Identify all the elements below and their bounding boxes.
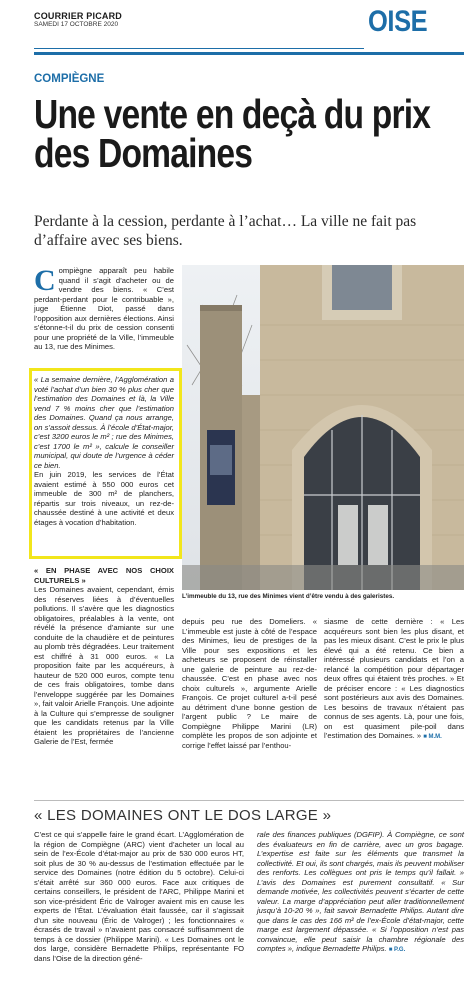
photo-caption: L’immeuble du 13, rue des Minimes vient d’être vendu à des galeristes. — [182, 593, 395, 600]
section-title: OISE — [368, 5, 428, 38]
section-intertitle: « EN PHASE AVEC NOS CHOIX CULTURELS » — [34, 566, 174, 585]
article-lead — [34, 266, 174, 352]
lead-paragraph: ompiègne apparaît peu habile quand il s’agit d’acheter ou de vendre des biens. « C’est perdant-perdant pour le contribuable », juge Étienne Diot, passé dans l’opposition aux dernières élections. Ainsi s’étonne-t-il du prix de cession consenti pour une propriété de la Ville, l’immeuble au 13, rue des Minimes. — [34, 266, 174, 351]
building-photo-illustration — [182, 265, 464, 590]
article-column-2: depuis peu rue des Domeliers. « L’immeuble est juste à côté de l’espace des Minimes, lieu de prestiges de la Ville pour ses expositions et les acheteurs se proposent de réinstaller une galerie de peinture au rez-de-chaussée. C’est en phase avec nos choix culturels », argumente Arielle François. Ce projet culturel a-t-il pesé au détriment d’une bonne gestion de l’argent public ? Le maire de Compiègne Philippe Marini (LR) complète les propos de son adjointe et corrige l’effet laissé par l’enthou- — [182, 617, 317, 750]
article-kicker: COMPIÈGNE — [34, 73, 105, 85]
article-column-3 — [324, 617, 464, 743]
sidebar-column-2 — [257, 830, 464, 956]
issue-date: SAMEDI 17 OCTOBRE 2020 — [34, 21, 119, 28]
sidebar-title: « LES DOMAINES ONT LE DOS LARGE » — [34, 807, 332, 824]
masthead-thin-rule — [34, 48, 364, 49]
article-headline: Une vente en deçà du prix des Domaines — [34, 91, 431, 176]
column-1-text: Les Domaines avaient, cependant, émis des réserves liées à d’éventuelles pollutions. Il s’avère que les diagnostics obligatoires, préalables à la vente, ont révélé la présence d’amiante sur une conduite de la chaudière et de peintures au plomb très dégradées. Leur traitement est chiffré à 31 000 euros. « La proposition faite par les acquéreurs, à hauteur de 520 000 euros, compte tenu de ces frais obligatoires, tombe dans l’enveloppe suggérée par les Domaines », fait valoir Arielle François. Une adjointe à la Culture qui s’empresse de souligner que les candidats retenus par la Ville étaient les propriétaires de l’ancienne Galerie de l’Est, fermée — [34, 585, 174, 746]
highlight-text — [34, 375, 174, 527]
highlight-quote: « La semaine dernière, l’Agglomération a voté l’achat d’un bien 30 % plus cher que l’estimation des Domaines et là, la Ville vend 7 % moins cher que l’estimation des Domaines. Quand ça nous arrange, on s’assoit dessus. À l’école d’État-major, c’est 3200 euros le m² ; rue des Minimes, c’est 1700 le m² », calcule le conseiller municipal, qui doute de l’urgence à céder ce bien. — [34, 375, 174, 470]
sidebar-signature: ■ P.G. — [388, 947, 406, 953]
author-signature: ■ M.M. — [423, 734, 442, 740]
column-3-text: siasme de cette dernière : « Les acquéreurs sont bien les plus disant, et pas les mieux disant. C’est le prix le plus élevé qui a été retenu. Ce bien a intéressé plusieurs candidats et l’on a relancé la compétition pour départager deux offres qui étaient très proches. » Et de préciser encore : « Les diagnostics sont postérieurs aux avis des Domaines. Les besoins de travaux n’étaient pas connus de ses agents. Là, pour une fois, on est quasiment pile-poil dans l’estimation des Domaines. » — [324, 617, 464, 740]
newspaper-name: COURRIER PICARD — [34, 11, 123, 21]
sidebar-column-1: C’est ce qui s’appelle faire le grand écart. L’Agglomération de la région de Compiègne (ARC) vient d’acheter un local au sein de l’ex-École d’état-major au prix de 530 000 euros HT, soit plus de 30 % au-dessus de l’estimation effectuée par le service des Domaines (notre édition du 5 octobre). Celui-ci s’était arrêté sur 360 000 euros. Face aux critiques de certains conseillers, le président de l’ARC, Philippe Marini et son vice-président Éric de Valroger avaient mis en cause les experts de l’État. L’évaluation était faussée, car il s’agissait d’un site nouveau (Éric de Valroger) ; les fonctionnaires « écrasés de travail » n’avaient pas consacré suffisamment de temps à ce dossier (Philippe Marini). « Les Domaines ont le dos large, considère Bernadette Philips, représentante FO dans l’Oise de la direction géné- — [34, 830, 244, 963]
masthead-rule — [34, 52, 464, 55]
article-photo — [182, 265, 464, 590]
sidebar-column-2-text: rale des finances publiques (DGFIP). À Compiègne, ce sont des évaluateurs en fin de carrière, avec un gros bagage. L’expertise est faite sur les éléments que transmet la collectivité. Et oui, ils sont chargés, mais ils peuvent mobiliser des renforts. Les collègues ont pris le temps qu’il fallait. » L’avis des Domaines est purement consultatif. « Sur demande motivée, les collectivités peuvent s’écarter de cette valeur. La marge d’appréciation peut aller traditionnellement jusqu’à 10-20 % », fait savoir Bernadette Philips. Autant dire que dans le cas des 166 m² de l’ex-École d’état-major, cette marge est largement dépassée. « Si l’opposition n’est pas convaincue, elle peut saisir la chambre régionale des comptes », indique Bernadette Philips. — [257, 830, 464, 953]
author-initials: M.M. — [428, 734, 442, 740]
article-deck: Perdante à la cession, perdante à l’achat… La ville ne fait pas d’affaire avec ses biens. — [34, 213, 417, 249]
sidebar-author-initials: P.G. — [394, 947, 406, 953]
drop-cap: C — [34, 264, 56, 297]
sidebar-divider — [34, 800, 464, 801]
highlight-paragraph: En juin 2019, les services de l’État avaient estimé à 550 000 euros cet immeuble de 300 m² de planchers, répartis sur trois niveaux, un rez-de-chaussée destiné à une activité et deux étages à vocation d’habitation. — [34, 470, 174, 527]
article-column-1 — [34, 566, 174, 747]
